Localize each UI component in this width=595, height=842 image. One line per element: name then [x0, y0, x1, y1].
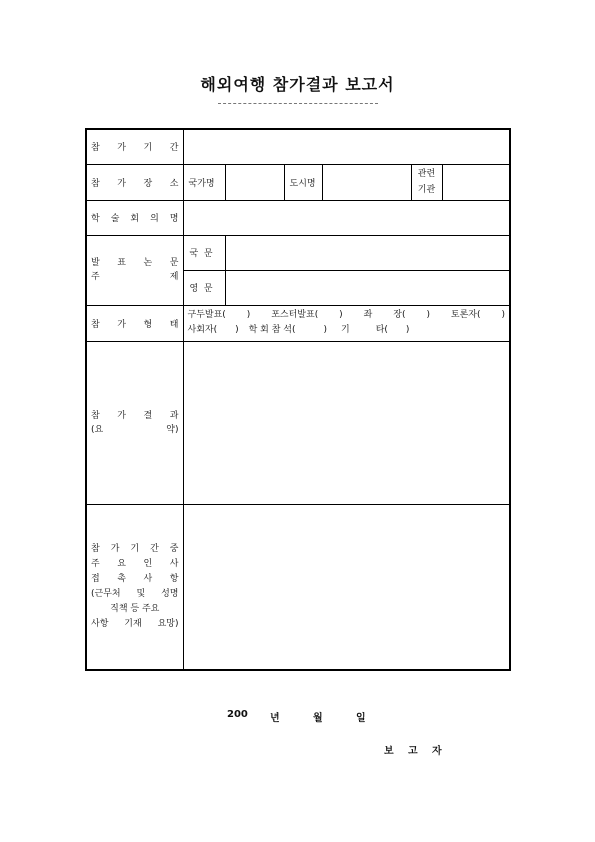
label-organization: 관련 기관: [411, 164, 442, 200]
option-attendance[interactable]: 학 회 참 석(: [248, 325, 296, 335]
field-period[interactable]: [183, 129, 510, 164]
option-other[interactable]: 기: [341, 325, 350, 335]
field-organization[interactable]: [442, 164, 510, 200]
options-line-2: 사회자( ) 학 회 참 석( ) 기 타( ): [188, 323, 506, 338]
option-discussant[interactable]: 토론자(: [450, 310, 481, 320]
reporter-label-1: 보: [384, 746, 394, 757]
field-city[interactable]: [322, 164, 411, 200]
title-underline: [218, 103, 378, 104]
reporter-label-3: 자: [432, 746, 442, 757]
date-month-unit: 월: [313, 713, 323, 724]
label-paper-english: 영 문: [183, 270, 225, 305]
option-oral-presentation[interactable]: 구두발표(: [187, 310, 226, 320]
label-contacts: 참 가 기 간 중 주 요 인 사 접 촉 사 항 (근무처 및 성명 직책 등 주요 사항 기재 요망): [86, 504, 183, 670]
row-participation-type: [86, 305, 510, 341]
date-year-unit: 년: [270, 713, 280, 724]
field-paper-korean[interactable]: [225, 235, 510, 270]
option-poster-presentation[interactable]: 포스터발표(: [271, 310, 319, 320]
field-paper-english[interactable]: [225, 270, 510, 305]
label-city: 도시명: [284, 164, 322, 200]
label-country: 국가명: [183, 164, 225, 200]
row-contacts: [86, 504, 510, 670]
field-conference[interactable]: [183, 200, 510, 235]
field-result-summary[interactable]: [183, 341, 510, 504]
label-paper-topic: 발 표 논 문 주 제: [86, 235, 183, 305]
label-conference: 학 술 회 의 명: [86, 200, 183, 235]
participation-options: [183, 305, 510, 341]
option-moderator[interactable]: 사회자(: [187, 325, 218, 335]
label-paper-korean: 국 문: [183, 235, 225, 270]
option-chair[interactable]: 좌: [363, 310, 373, 320]
row-conference: [86, 200, 510, 235]
date-day-unit: 일: [356, 713, 366, 724]
row-period: [86, 129, 510, 164]
label-period: 참 가 기 간: [86, 129, 183, 164]
page-title: 해외여행 참가결과 보고서: [200, 75, 395, 94]
options-line-1: 구두발표( ) 포스터발표( ) 좌 장( ) 토론자( ): [188, 308, 506, 323]
row-paper-korean: [86, 235, 510, 270]
field-country[interactable]: [225, 164, 284, 200]
reporter-label-2: 고: [408, 746, 418, 757]
date-year[interactable]: 200: [227, 709, 248, 720]
field-contacts[interactable]: [183, 504, 510, 670]
label-participation-type: 참 가 형 태: [86, 305, 183, 341]
label-place: 참 가 장 소: [86, 164, 183, 200]
row-place: [86, 164, 510, 200]
report-form: [85, 128, 511, 671]
label-result-summary: 참 가 결 과 (요 약): [86, 341, 183, 504]
row-result: [86, 341, 510, 504]
